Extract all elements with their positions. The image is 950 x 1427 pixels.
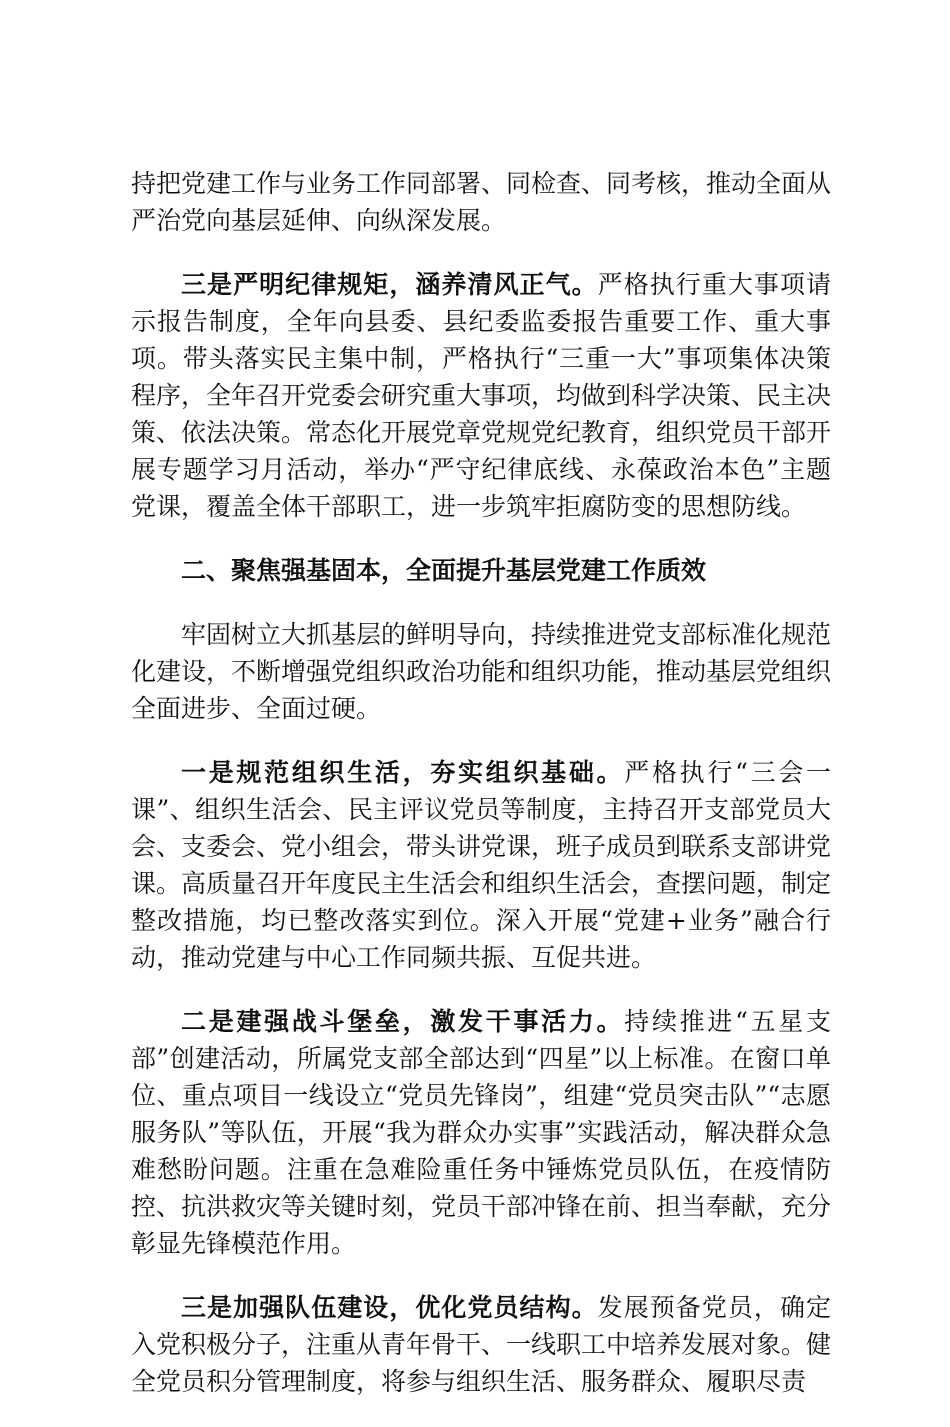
paragraph-body: 发展预备党员，确定入党积极分子，注重从青年骨干、一线职工中培养发展对象。健全党员积分管理制度，将参与组织生活、服务群众、履职尽责 (131, 1293, 832, 1396)
paragraph-organization-life (131, 754, 831, 976)
paragraph-lead: 三是严明纪律规矩，涵养清风正气。 (181, 270, 598, 299)
paragraph-body: 严格执行“三会一课”、组织生活会、民主评议党员等制度，主持召开支部党员大会、支委会、党小组会，带头讲党课，班子成员到联系支部讲党课。高质量召开年度民主生活会和组织生活会，查摆问题，制定整改措施，均已整改落实到位。深入开展“党建+业务”融合行动，推动党建与中心工作同频共振、互促共进。 (131, 758, 832, 972)
paragraph-intro (131, 616, 831, 727)
paragraph-lead: 二是建强战斗堡垒，激发干事活力。 (181, 1007, 625, 1036)
paragraph-discipline (131, 266, 831, 525)
section-heading: 二、聚焦强基固本，全面提升基层党建工作质效 (181, 556, 707, 585)
paragraph-body: 牢固树立大抓基层的鲜明导向，持续推进党支部标准化规范化建设，不断增强党组织政治功能和组织功能，推动基层党组织全面进步、全面过硬。 (131, 620, 832, 723)
paragraph-team-building (131, 1289, 831, 1400)
paragraph-body: 持把党建工作与业务工作同部署、同检查、同考核，推动全面从严治党向基层延伸、向纵深发展。 (131, 169, 832, 235)
paragraph-body: 严格执行重大事项请示报告制度，全年向县委、县纪委监委报告重要工作、重大事项。带头落实民主集中制，严格执行“三重一大”事项集体决策程序，全年召开党委会研究重大事项，均做到科学决策、民主决策、依法决策。常态化开展党章党规党纪教育，组织党员干部开展专题学习月活动，举办“严守纪律底线、永葆政治本色”主题党课，覆盖全体干部职工，进一步筑牢拒腐防变的思想防线。 (131, 270, 832, 521)
paragraph-lead: 三是加强队伍建设，优化党员结构。 (181, 1293, 598, 1322)
paragraph-lead: 一是规范组织生活，夯实组织基础。 (181, 758, 625, 787)
paragraph-body: 持续推进“五星支部”创建活动，所属党支部全部达到“四星”以上标准。在窗口单位、重点项目一线设立“党员先锋岗”，组建“党员突击队”“志愿服务队”等队伍，开展“我为群众办实事”实践活动，解决群众急难愁盼问题。注重在急难险重任务中锤炼党员队伍，在疫情防控、抗洪救灾等关键时刻，党员干部冲锋在前、担当奉献，充分彰显先锋模范作用。 (131, 1007, 832, 1258)
paragraph-continuation (131, 165, 831, 239)
paragraph-fortress (131, 1003, 831, 1262)
document-body (131, 165, 831, 1427)
